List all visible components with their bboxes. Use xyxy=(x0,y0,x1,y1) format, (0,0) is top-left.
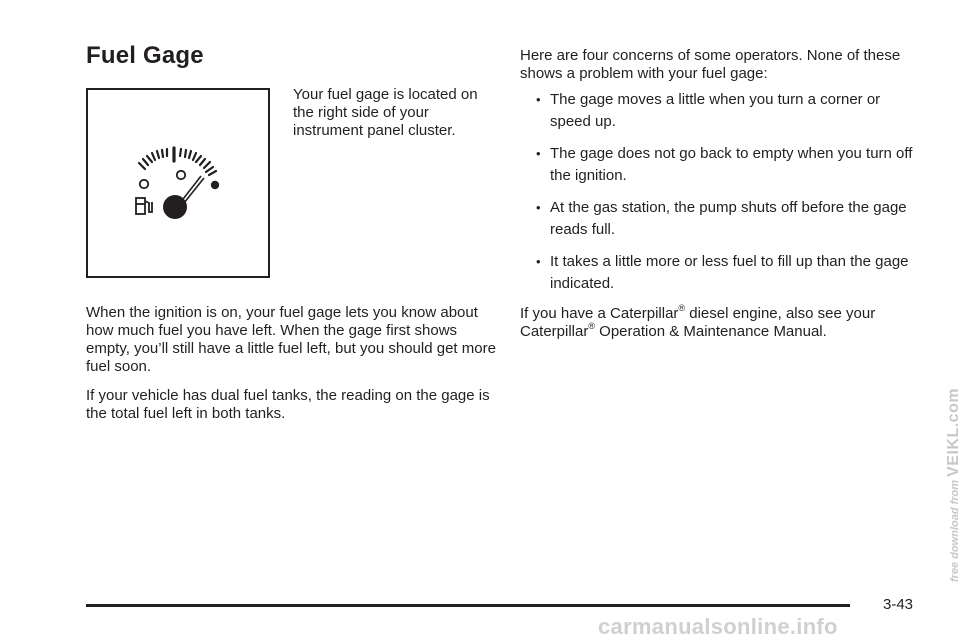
watermark-prefix: free download from xyxy=(949,479,961,582)
list-item-text: It takes a little more or less fuel to fill up than the gage indicated. xyxy=(550,253,909,292)
list-item-text: The gage moves a little when you turn a corner or speed up. xyxy=(550,91,881,130)
fuel-gage-figure xyxy=(86,88,270,278)
bullet-icon: • xyxy=(536,200,541,215)
right-column xyxy=(520,47,920,347)
bullet-icon: • xyxy=(536,146,541,161)
caterpillar-note xyxy=(520,305,920,341)
side-watermark xyxy=(943,332,963,582)
caterpillar-note-part2: diesel engine, also see your Caterpillar xyxy=(520,305,876,340)
concerns-list xyxy=(520,89,920,295)
caterpillar-note-part1: If you have a Caterpillar xyxy=(520,305,679,322)
bullet-icon: • xyxy=(536,254,541,269)
page-title: Fuel Gage xyxy=(86,42,204,69)
list-item xyxy=(520,251,920,295)
fuel-pump-icon xyxy=(136,198,152,214)
caterpillar-note-part3: Operation & Maintenance Manual. xyxy=(595,323,827,340)
dual-tanks-paragraph: If your vehicle has dual fuel tanks, the reading on the gage is the total fuel left in both tanks. xyxy=(86,387,490,422)
ignition-paragraph: When the ignition is on, your fuel gage lets you know about how much fuel you have left. When the gage first shows empty, you’ll still have a little fuel left, but you should get more fuel soon. xyxy=(86,304,496,375)
watermark-brand: VEIKL.com xyxy=(945,387,962,477)
intro-paragraph: Your fuel gage is located on the right side of your instrument panel cluster. xyxy=(293,86,478,139)
footer-rule xyxy=(86,604,850,607)
list-item xyxy=(520,143,920,187)
fuel-gage-dial-icon xyxy=(88,90,272,280)
page-number: 3-43 xyxy=(883,596,914,613)
footer-watermark: carmanualsonline.info xyxy=(598,614,838,639)
list-item xyxy=(520,197,920,241)
registered-mark: ® xyxy=(588,321,595,331)
list-item-text: The gage does not go back to empty when you turn off the ignition. xyxy=(550,145,913,184)
registered-mark: ® xyxy=(678,303,686,313)
list-item-text: At the gas station, the pump shuts off before the gage reads full. xyxy=(550,199,907,238)
bullet-icon: • xyxy=(536,92,541,107)
list-item xyxy=(520,89,920,133)
left-column xyxy=(86,304,496,434)
concerns-intro: Here are four concerns of some operators. None of these shows a problem with your fuel gage: xyxy=(520,47,901,82)
